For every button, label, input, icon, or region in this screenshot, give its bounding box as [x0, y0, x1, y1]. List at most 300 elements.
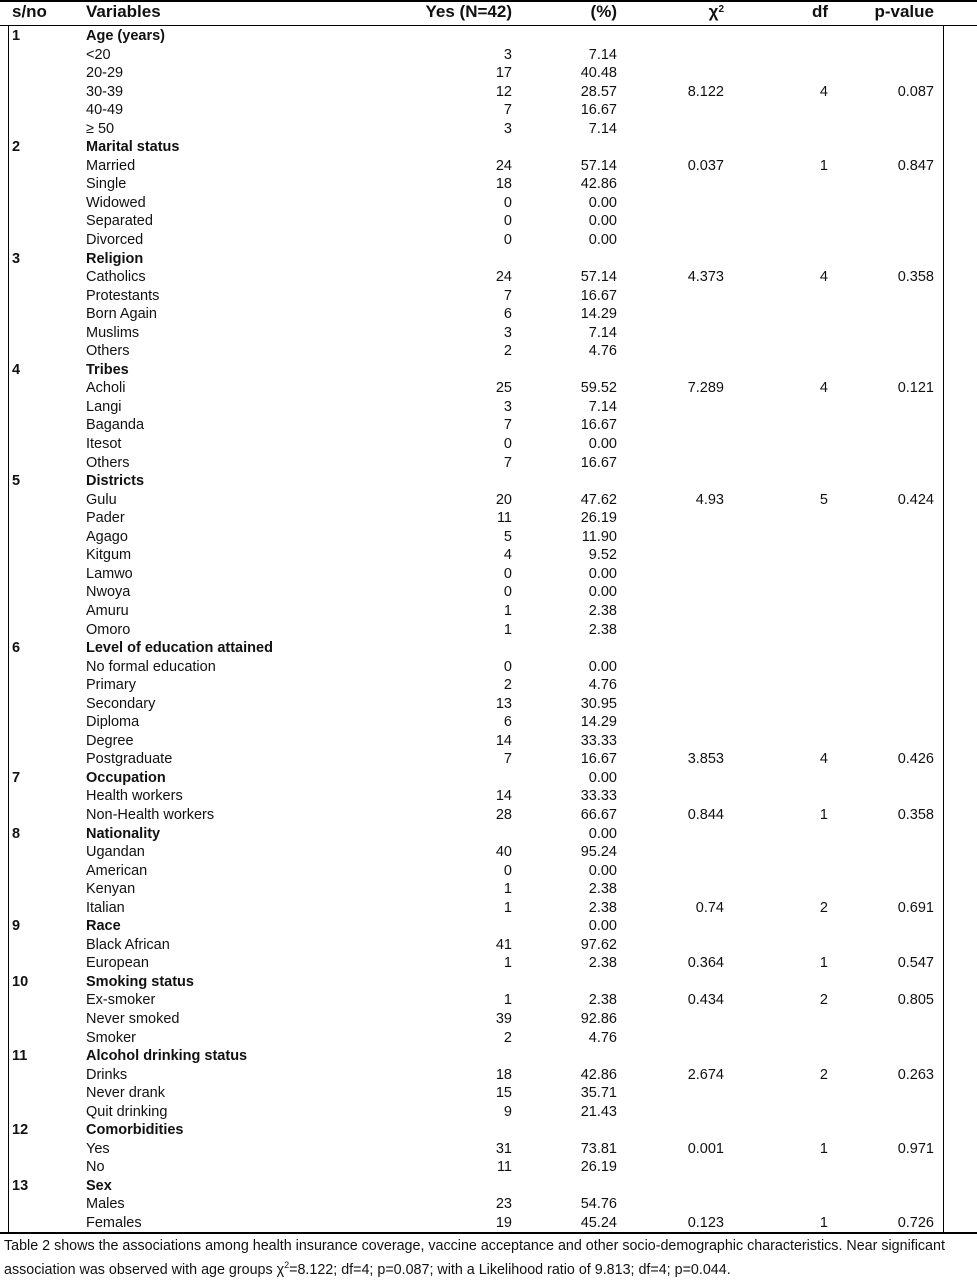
- cell-yes-count: 0: [503, 565, 512, 582]
- cell-sno: 6: [12, 640, 21, 657]
- cell-percent: 0.00: [588, 769, 617, 786]
- cell-yes-count: 7: [503, 751, 512, 768]
- cell-variable: Protestants: [86, 287, 160, 304]
- table-row: [0, 880, 977, 899]
- table-group-row: [0, 639, 977, 658]
- table-row: [0, 676, 977, 695]
- cell-variable: No formal education: [86, 658, 216, 675]
- cell-percent: 40.48: [580, 65, 617, 82]
- table-row: [0, 528, 977, 547]
- cell-variable: Ex-smoker: [86, 992, 156, 1009]
- cell-percent: 14.29: [580, 306, 617, 323]
- cell-yes-count: 4: [503, 547, 512, 564]
- cell-sno: 8: [12, 825, 21, 842]
- cell-percent: 42.86: [580, 1066, 617, 1083]
- cell-yes-count: 40: [495, 844, 512, 861]
- table-row: [0, 1158, 977, 1177]
- cell-df: 4: [819, 751, 828, 768]
- table-row: [0, 64, 977, 83]
- cell-percent: 9.52: [588, 547, 617, 564]
- footnote-text-1: Table 2 shows the associations among health insurance coverage, vaccine acceptance and other socio-demographic characteristics. Near significant association was observed with age groups χ: [4, 1238, 945, 1278]
- cell-percent: 16.67: [580, 417, 617, 434]
- cell-percent: 95.24: [580, 844, 617, 861]
- cell-variable: European: [86, 955, 149, 972]
- cell-chi-square: 0.123: [687, 1215, 724, 1231]
- table-row: [0, 991, 977, 1010]
- table-row: [0, 379, 977, 398]
- cell-percent: 35.71: [580, 1085, 617, 1102]
- cell-sno: 1: [12, 28, 21, 44]
- cell-yes-count: 39: [495, 1010, 512, 1027]
- cell-yes-count: 18: [495, 1066, 512, 1083]
- cell-variable: Catholics: [86, 269, 146, 286]
- table-group-row: [0, 138, 977, 157]
- table-row: [0, 101, 977, 120]
- cell-p-value: 0.424: [897, 491, 934, 508]
- cell-variable: Divorced: [86, 232, 144, 249]
- cell-percent: 7.14: [588, 324, 617, 341]
- cell-yes-count: 31: [495, 1140, 512, 1157]
- cell-percent: 0.00: [588, 825, 617, 842]
- table-row: [0, 454, 977, 473]
- cell-yes-count: 11: [496, 1159, 512, 1176]
- cell-percent: 4.76: [588, 343, 617, 360]
- cell-sno: 2: [12, 139, 21, 156]
- table-row: [0, 787, 977, 806]
- table-row: [0, 509, 977, 528]
- cell-percent: 16.67: [580, 751, 617, 768]
- cell-percent: 0.00: [588, 658, 617, 675]
- cell-variable: Never drank: [86, 1085, 165, 1102]
- table-row: [0, 342, 977, 361]
- table-row: [0, 546, 977, 565]
- cell-yes-count: 17: [495, 65, 512, 82]
- cell-percent: 7.14: [588, 120, 617, 137]
- cell-yes-count: 23: [495, 1196, 512, 1213]
- cell-percent: 97.62: [580, 936, 617, 953]
- table-row: [0, 435, 977, 454]
- cell-yes-count: 1: [503, 602, 512, 619]
- cell-sno: 4: [12, 361, 21, 378]
- cell-variable: Never smoked: [86, 1010, 180, 1027]
- cell-variable: Others: [86, 343, 130, 360]
- cell-percent: 0.00: [588, 213, 617, 230]
- cell-variable: Religion: [86, 250, 144, 267]
- cell-yes-count: 3: [503, 120, 512, 137]
- table-row: [0, 491, 977, 510]
- cell-variable: Nwoya: [86, 584, 131, 601]
- table-row: [0, 1140, 977, 1159]
- cell-variable: Omoro: [86, 621, 131, 638]
- cell-variable: Males: [86, 1196, 125, 1213]
- table-group-row: [0, 917, 977, 936]
- table-row: [0, 324, 977, 343]
- cell-yes-count: 3: [503, 324, 512, 341]
- cell-percent: 73.81: [580, 1140, 617, 1157]
- cell-percent: 57.14: [580, 157, 617, 174]
- table-row: [0, 268, 977, 287]
- table-group-row: [0, 825, 977, 844]
- cell-variable: Agago: [86, 528, 128, 545]
- cell-yes-count: 0: [503, 213, 512, 230]
- cell-variable: Pader: [86, 510, 125, 527]
- cell-percent: 7.14: [588, 46, 617, 63]
- cell-df: 1: [819, 955, 828, 972]
- table-group-row: [0, 250, 977, 269]
- cell-sno: 3: [12, 250, 21, 267]
- table-row: [0, 583, 977, 602]
- bottom-rule: [0, 1232, 977, 1234]
- cell-variable: Drinks: [86, 1066, 128, 1083]
- cell-percent: 26.19: [580, 510, 617, 527]
- cell-percent: 57.14: [580, 269, 617, 286]
- table-row: [0, 157, 977, 176]
- cell-yes-count: 18: [495, 176, 512, 193]
- cell-variable: No: [86, 1159, 105, 1176]
- cell-sno: 11: [12, 1048, 28, 1065]
- cell-variable: Lamwo: [86, 565, 133, 582]
- table-row: [0, 1029, 977, 1048]
- cell-yes-count: 12: [495, 83, 512, 100]
- table-row: [0, 1195, 977, 1214]
- cell-chi-square: 8.122: [687, 83, 724, 100]
- cell-yes-count: 7: [503, 417, 512, 434]
- table-group-row: [0, 1177, 977, 1196]
- cell-yes-count: 7: [503, 287, 512, 304]
- header-chi-square: [640, 0, 724, 25]
- cell-variable: Yes: [86, 1140, 110, 1157]
- table-body: [0, 27, 977, 1233]
- cell-yes-count: 0: [503, 436, 512, 453]
- table-row: [0, 231, 977, 250]
- cell-chi-square: 0.001: [687, 1140, 724, 1157]
- cell-yes-count: 15: [495, 1085, 512, 1102]
- table-row: [0, 1010, 977, 1029]
- table-row: [0, 120, 977, 139]
- cell-variable: Married: [86, 157, 136, 174]
- cell-df: 1: [819, 1140, 828, 1157]
- cell-chi-square: 4.373: [687, 269, 724, 286]
- cell-percent: 16.67: [580, 287, 617, 304]
- cell-sno: 9: [12, 918, 21, 935]
- cell-variable: 40-49: [86, 102, 124, 119]
- cell-variable: Diploma: [86, 714, 140, 731]
- cell-p-value: 0.971: [897, 1140, 934, 1157]
- cell-percent: 0.00: [588, 436, 617, 453]
- cell-p-value: 0.087: [897, 83, 934, 100]
- table-row: [0, 843, 977, 862]
- cell-variable: Langi: [86, 398, 122, 415]
- cell-yes-count: 0: [503, 584, 512, 601]
- table-row: [0, 954, 977, 973]
- cell-yes-count: 1: [503, 955, 512, 972]
- cell-variable: Baganda: [86, 417, 145, 434]
- cell-yes-count: 0: [503, 658, 512, 675]
- cell-chi-square: 0.74: [695, 899, 724, 916]
- cell-percent: 30.95: [580, 695, 617, 712]
- footnote-superscript: 2: [284, 1260, 290, 1270]
- header-sno: s/no: [12, 2, 47, 21]
- cell-df: 4: [819, 380, 828, 397]
- cell-yes-count: 0: [503, 194, 512, 211]
- cell-percent: 16.67: [580, 454, 617, 471]
- cell-yes-count: 9: [503, 1103, 512, 1120]
- cell-percent: 2.38: [588, 621, 617, 638]
- cell-variable: Tribes: [86, 361, 129, 378]
- table-group-row: [0, 973, 977, 992]
- table-row: [0, 212, 977, 231]
- cell-variable: Widowed: [86, 194, 146, 211]
- cell-yes-count: 14: [495, 788, 512, 805]
- cell-chi-square: 7.289: [687, 380, 724, 397]
- cell-yes-count: 14: [495, 732, 512, 749]
- cell-variable: Smoking status: [86, 973, 194, 990]
- cell-percent: 2.38: [588, 992, 617, 1009]
- cell-yes-count: 0: [503, 862, 512, 879]
- cell-chi-square: 4.93: [695, 491, 724, 508]
- cell-chi-square: 0.844: [687, 806, 724, 823]
- header-yes: Yes (N=42): [425, 2, 512, 21]
- table-row: [0, 750, 977, 769]
- cell-percent: 0.00: [588, 565, 617, 582]
- header-percent: (%): [590, 2, 617, 21]
- table-row: [0, 732, 977, 751]
- cell-p-value: 0.358: [897, 269, 934, 286]
- cell-p-value: 0.121: [897, 380, 934, 397]
- cell-chi-square: 0.037: [687, 157, 724, 174]
- table-row: [0, 862, 977, 881]
- cell-yes-count: 1: [503, 992, 512, 1009]
- table-row: [0, 83, 977, 102]
- cell-chi-square: 3.853: [687, 751, 724, 768]
- cell-yes-count: 7: [503, 102, 512, 119]
- cell-df: 2: [819, 899, 828, 916]
- cell-yes-count: 19: [495, 1215, 512, 1231]
- cell-variable: 20-29: [86, 65, 124, 82]
- cell-variable: Marital status: [86, 139, 180, 156]
- cell-sno: 10: [12, 973, 29, 990]
- cell-sno: 13: [12, 1177, 29, 1194]
- cell-variable: Alcohol drinking status: [86, 1048, 248, 1065]
- cell-p-value: 0.547: [897, 955, 934, 972]
- table-group-row: [0, 769, 977, 788]
- cell-variable: Race: [86, 918, 121, 935]
- table-row: [0, 621, 977, 640]
- cell-df: 2: [819, 1066, 828, 1083]
- cell-p-value: 0.691: [897, 899, 934, 916]
- cell-variable: Black African: [86, 936, 170, 953]
- cell-variable: Comorbidities: [86, 1122, 184, 1139]
- table-row: [0, 713, 977, 732]
- cell-yes-count: 41: [495, 936, 512, 953]
- header-rule: [0, 25, 977, 26]
- cell-percent: 2.38: [588, 881, 617, 898]
- cell-p-value: 0.847: [897, 157, 934, 174]
- cell-p-value: 0.726: [897, 1215, 934, 1231]
- cell-variable: Level of education attained: [86, 640, 273, 657]
- cell-variable: Itesot: [86, 436, 122, 453]
- cell-yes-count: 5: [503, 528, 512, 545]
- table-group-row: [0, 27, 977, 46]
- table-group-row: [0, 1121, 977, 1140]
- cell-percent: 0.00: [588, 918, 617, 935]
- cell-variable: Gulu: [86, 491, 117, 508]
- cell-variable: Kenyan: [86, 881, 136, 898]
- chi-superscript: 2: [718, 4, 724, 15]
- cell-percent: 42.86: [580, 176, 617, 193]
- cell-percent: 2.38: [588, 899, 617, 916]
- cell-percent: 0.00: [588, 584, 617, 601]
- cell-variable: Others: [86, 454, 130, 471]
- table-row: [0, 46, 977, 65]
- cell-chi-square: 0.364: [687, 955, 724, 972]
- table-group-row: [0, 1047, 977, 1066]
- cell-percent: 26.19: [580, 1159, 617, 1176]
- header-p-value: p-value: [874, 2, 934, 21]
- cell-sno: 5: [12, 473, 21, 490]
- cell-variable: Acholi: [86, 380, 126, 397]
- cell-p-value: 0.358: [897, 806, 934, 823]
- cell-percent: 16.67: [580, 102, 617, 119]
- cell-yes-count: 6: [503, 714, 512, 731]
- cell-percent: 21.43: [580, 1103, 617, 1120]
- table-row: [0, 899, 977, 918]
- cell-variable: Districts: [86, 473, 145, 490]
- cell-percent: 47.62: [580, 491, 617, 508]
- cell-p-value: 0.805: [897, 992, 934, 1009]
- cell-percent: 28.57: [580, 83, 617, 100]
- cell-percent: 0.00: [588, 862, 617, 879]
- cell-yes-count: 2: [503, 343, 512, 360]
- cell-yes-count: 3: [503, 398, 512, 415]
- cell-variable: American: [86, 862, 148, 879]
- table-row: [0, 1066, 977, 1085]
- cell-yes-count: 3: [503, 46, 512, 63]
- cell-yes-count: 1: [503, 621, 512, 638]
- table-row: [0, 602, 977, 621]
- cell-variable: Nationality: [86, 825, 161, 842]
- cell-percent: 11.90: [581, 528, 617, 545]
- cell-yes-count: 24: [495, 157, 512, 174]
- cell-variable: Amuru: [86, 602, 129, 619]
- cell-variable: <20: [86, 46, 111, 63]
- cell-p-value: 0.263: [897, 1066, 934, 1083]
- cell-variable: Age (years): [86, 28, 165, 44]
- cell-yes-count: 20: [495, 491, 512, 508]
- cell-variable: Postgraduate: [86, 751, 173, 768]
- cell-variable: Kitgum: [86, 547, 132, 564]
- cell-yes-count: 11: [496, 510, 512, 527]
- cell-variable: Non-Health workers: [86, 806, 215, 823]
- cell-percent: 45.24: [580, 1215, 617, 1231]
- cell-yes-count: 0: [503, 232, 512, 249]
- cell-percent: 2.38: [588, 602, 617, 619]
- table-row: [0, 1084, 977, 1103]
- table-row: [0, 1103, 977, 1122]
- cell-p-value: 0.426: [897, 751, 934, 768]
- cell-variable: Degree: [86, 732, 134, 749]
- cell-percent: 92.86: [580, 1010, 617, 1027]
- cell-variable: 30-39: [86, 83, 124, 100]
- cell-variable: Quit drinking: [86, 1103, 168, 1120]
- cell-percent: 59.52: [580, 380, 617, 397]
- cell-percent: 33.33: [580, 732, 617, 749]
- cell-percent: 0.00: [588, 232, 617, 249]
- cell-yes-count: 7: [503, 454, 512, 471]
- cell-percent: 14.29: [580, 714, 617, 731]
- table-row: [0, 695, 977, 714]
- cell-chi-square: 0.434: [687, 992, 724, 1009]
- table-row: [0, 565, 977, 584]
- cell-df: 1: [819, 157, 828, 174]
- table-row: [0, 398, 977, 417]
- table-group-row: [0, 361, 977, 380]
- cell-percent: 4.76: [588, 677, 617, 694]
- table-row: [0, 194, 977, 213]
- cell-df: 4: [819, 83, 828, 100]
- cell-df: 2: [819, 992, 828, 1009]
- cell-variable: Secondary: [86, 695, 156, 712]
- cell-sno: 7: [12, 769, 21, 786]
- cell-variable: Occupation: [86, 769, 166, 786]
- table-row: [0, 287, 977, 306]
- header-variables: Variables: [86, 2, 161, 21]
- cell-percent: 66.67: [580, 806, 617, 823]
- cell-sno: 12: [12, 1122, 29, 1139]
- cell-yes-count: 1: [503, 899, 512, 916]
- table-row: [0, 806, 977, 825]
- cell-variable: Smoker: [86, 1029, 136, 1046]
- cell-variable: Females: [86, 1215, 142, 1231]
- chi-symbol: χ: [708, 2, 719, 21]
- cell-yes-count: 6: [503, 306, 512, 323]
- cell-variable: Single: [86, 176, 127, 193]
- cell-percent: 7.14: [588, 398, 617, 415]
- table-row: [0, 305, 977, 324]
- cell-variable: Muslims: [86, 324, 140, 341]
- cell-yes-count: 13: [495, 695, 512, 712]
- cell-df: 1: [819, 1215, 828, 1231]
- cell-yes-count: 24: [495, 269, 512, 286]
- cell-variable: Ugandan: [86, 844, 145, 861]
- cell-percent: 0.00: [588, 194, 617, 211]
- cell-df: 1: [819, 806, 828, 823]
- cell-chi-square: 2.674: [687, 1066, 724, 1083]
- cell-yes-count: 1: [503, 881, 512, 898]
- table-row: [0, 936, 977, 955]
- cell-df: 4: [819, 269, 828, 286]
- cell-percent: 33.33: [580, 788, 617, 805]
- cell-variable: Health workers: [86, 788, 183, 805]
- cell-percent: 54.76: [580, 1196, 617, 1213]
- table-row: [0, 175, 977, 194]
- header-df: df: [811, 2, 828, 21]
- cell-variable: Sex: [86, 1177, 112, 1194]
- cell-df: 5: [819, 491, 828, 508]
- cell-variable: Born Again: [86, 306, 157, 323]
- cell-yes-count: 2: [503, 677, 512, 694]
- cell-variable: Primary: [86, 677, 136, 694]
- footnote-text-2: =8.122; df=4; p=0.087; with a Likelihood ratio of 9.813; df=4; p=0.044.: [289, 1261, 731, 1278]
- table-row: [0, 658, 977, 677]
- cell-percent: 4.76: [588, 1029, 617, 1046]
- cell-variable: Italian: [86, 899, 125, 916]
- table-footnote: [4, 1237, 974, 1280]
- table-row: [0, 416, 977, 435]
- cell-variable: ≥ 50: [86, 120, 115, 137]
- table-group-row: [0, 472, 977, 491]
- cell-variable: Separated: [86, 213, 153, 230]
